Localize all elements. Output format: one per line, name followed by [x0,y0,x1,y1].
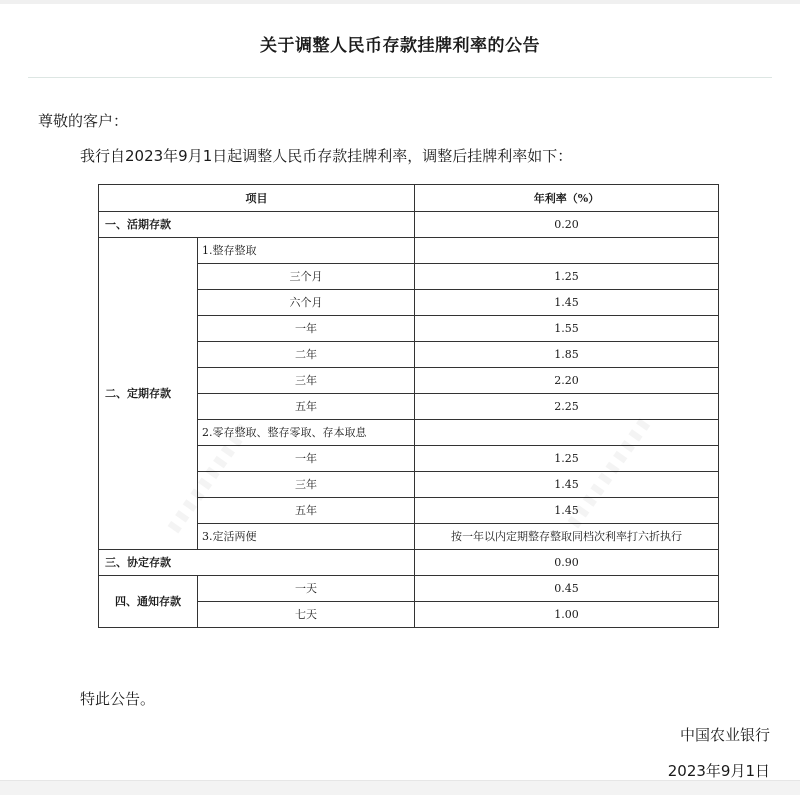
term-rate: 1.45 [415,498,719,524]
fixed-group3-label: 3.定活两便 [198,524,415,550]
closing-text: 特此公告。 [80,690,156,708]
term-label: 七天 [198,602,415,628]
term-rate: 1.55 [415,316,719,342]
rate-table [98,184,719,628]
term-label: 二年 [198,342,415,368]
agreement-deposit-label: 三、协定存款 [99,550,415,576]
fixed-deposit-label: 二、定期存款 [99,238,198,550]
term-rate: 0.45 [415,576,719,602]
table-row [99,212,719,238]
term-rate: 2.20 [415,368,719,394]
term-label: 三年 [198,472,415,498]
term-label: 一年 [198,316,415,342]
demand-deposit-label: 一、活期存款 [99,212,415,238]
fixed-group1-label: 1.整存整取 [198,238,415,264]
term-label: 一天 [198,576,415,602]
issue-date: 2023年9月1日 [667,762,770,780]
fixed-group3-rate: 按一年以内定期整存整取同档次利率打六折执行 [415,524,719,550]
notice-deposit-label: 四、通知存款 [99,576,198,628]
term-label: 三个月 [198,264,415,290]
intro-text: 我行自2023年9月1日起调整人民币存款挂牌利率，调整后挂牌利率如下： [80,147,573,165]
table-row [99,576,719,602]
header-item: 项目 [99,185,415,212]
table-row [99,550,719,576]
fixed-group2-label: 2.零存整取、整存零取、存本取息 [198,420,415,446]
bottom-edge [0,780,800,795]
title-divider [28,77,772,78]
term-rate: 1.25 [415,264,719,290]
term-rate: 1.00 [415,602,719,628]
agreement-deposit-rate: 0.90 [415,550,719,576]
term-rate: 1.85 [415,342,719,368]
table-header-row [99,185,719,212]
term-rate: 1.45 [415,472,719,498]
term-label: 五年 [198,394,415,420]
greeting: 尊敬的客户： [38,112,129,130]
issuer-name: 中国农业银行 [679,726,770,744]
term-rate: 1.45 [415,290,719,316]
term-rate: 1.25 [415,446,719,472]
term-label: 五年 [198,498,415,524]
top-edge [0,0,800,4]
table-row [99,238,719,264]
header-rate: 年利率（%） [415,185,719,212]
term-label: 一年 [198,446,415,472]
term-rate: 2.25 [415,394,719,420]
demand-deposit-rate: 0.20 [415,212,719,238]
term-label: 六个月 [198,290,415,316]
notice-title: 关于调整人民币存款挂牌利率的公告 [260,36,540,56]
term-label: 三年 [198,368,415,394]
